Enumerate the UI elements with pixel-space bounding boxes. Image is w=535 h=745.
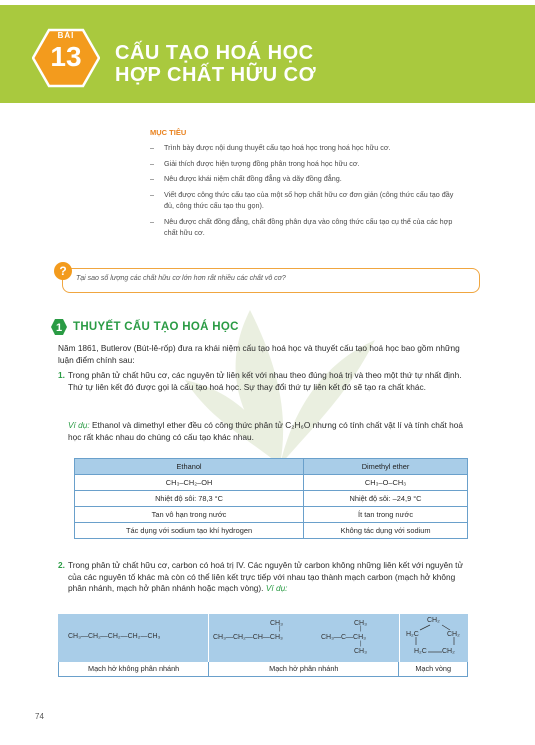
table-cell: CH₃–CH₂–OH: [75, 475, 304, 491]
intro-paragraph: Năm 1861, Butlerov (Bút-lê-rốp) đưa ra khái niệm cấu tạo hoá học và thuyết cấu tạo hoá học bao gồm những luận điểm chính sau:: [58, 343, 460, 365]
title-line-1: CẤU TẠO HOÁ HỌC: [115, 42, 314, 64]
branch1-top: CH₃: [270, 620, 283, 627]
branch1-formula: CH₃—CH₂—CH—CH₃: [213, 634, 283, 641]
table-header-row: [75, 459, 468, 475]
table-cell: Không tác dụng với sodium: [304, 523, 468, 539]
objectives-list: [150, 142, 455, 239]
point-1-number: 1.: [58, 370, 65, 380]
lesson-word: BÀI: [57, 31, 75, 40]
ring-bottom-left: H₂C: [414, 648, 427, 655]
objective-item: – Viết được công thức cấu tạo của một số hợp chất hữu cơ đơn giản (công thức cấu tạo đầy đủ, công thức cấu tạo thu gọn).: [150, 189, 455, 212]
branch1-bond: |: [279, 626, 281, 632]
straight-chain-formula: CH₃—CH₂—CH₂—CH₂—CH₃: [68, 633, 161, 640]
objectives-heading: MỤC TIÊU: [150, 128, 187, 137]
branch2-bottom: CH₃: [354, 648, 367, 655]
ring-right: CH₂: [447, 631, 460, 638]
point-1: [58, 370, 468, 393]
table-cell: Nhiệt độ sôi: 78,3 °C: [75, 491, 304, 507]
example-label: Ví dụ:: [68, 420, 90, 430]
objectives-block: [150, 128, 455, 243]
table-header: Ethanol: [75, 459, 304, 475]
table-row: [75, 491, 468, 507]
objective-item: – Giải thích được hiện tượng đồng phân trong hoá học hữu cơ.: [150, 158, 455, 170]
chain-label: Mạch vòng: [415, 664, 452, 673]
lesson-number: 13: [50, 41, 82, 72]
branch2-top: CH₃: [354, 620, 367, 627]
table-cell: Tan vô hạn trong nước: [75, 507, 304, 523]
section-number-icon: [50, 318, 68, 336]
chain-labels-row: [58, 662, 468, 677]
table-cell: Nhiệt độ sôi: –24,9 °C: [304, 491, 468, 507]
branch2-formula: CH₃—C—CH₃: [321, 634, 366, 641]
section-title: THUYẾT CẤU TẠO HOÁ HỌC: [73, 321, 239, 333]
ring-bottom-right: CH₂: [442, 648, 455, 655]
page-number: 74: [35, 712, 44, 721]
chain-types-table: [58, 614, 468, 677]
straight-chain-cell: [58, 614, 209, 662]
comparison-table: [74, 458, 468, 539]
objective-item: – Nêu được chất đồng đẳng, chất đồng phân dựa vào công thức cấu tạo cụ thể của các hợp chất hữu cơ.: [150, 216, 455, 239]
example-label-2: Ví dụ:: [265, 583, 288, 593]
table-cell: Tác dụng với sodium tạo khí hydrogen: [75, 523, 304, 539]
table-cell: Ít tan trong nước: [304, 507, 468, 523]
page-title: [115, 42, 316, 86]
branched-chain-cell: [209, 614, 400, 662]
point-2-number: 2.: [58, 560, 65, 570]
table-row: [75, 507, 468, 523]
ring-top: CH₂: [427, 617, 440, 624]
question-icon: ?: [54, 262, 72, 280]
table-header: Dimethyl ether: [304, 459, 468, 475]
ring-cell: [400, 614, 468, 662]
question-text: Tại sao số lượng các chất hữu cơ lớn hơn rất nhiều các chất vô cơ?: [76, 275, 286, 282]
point-1-text: Trong phân tử chất hữu cơ, các nguyên tử liên kết với nhau theo đúng hoá trị và theo một thứ tự nhất định. Thứ tự liên kết đó được gọi là cấu tạo hoá học. Sự thay đổi thứ tự liên kết đó sẽ tạo ra chất khác.: [68, 370, 462, 392]
branch2-bond-bottom: |: [360, 641, 362, 647]
lesson-banner: [0, 5, 535, 103]
table-row: [75, 475, 468, 491]
chain-formulas-row: [58, 614, 468, 662]
point-2: [58, 560, 468, 595]
chain-label: Mạch hở phân nhánh: [209, 662, 399, 676]
title-line-2: HỢP CHẤT HỮU CƠ: [115, 64, 317, 86]
chain-label: Mạch hở không phân nhánh: [59, 662, 209, 676]
table-cell: CH₃–O–CH₃: [304, 475, 468, 491]
section-number: 1: [55, 322, 63, 334]
objective-item: – Nêu được khái niệm chất đồng đẳng và dãy đồng đẳng.: [150, 173, 455, 185]
example-1-text: Ethanol và dimethyl ether đều có công thức phân tử C₂H₆O nhưng có tính chất vật lí và tính chất hoá học rất khác nhau do chúng có cấu tạo khác nhau.: [68, 420, 463, 442]
branch2-bond-top: |: [360, 626, 362, 632]
example-1: [68, 420, 468, 443]
table-row: [75, 523, 468, 539]
objective-item: – Trình bày được nội dung thuyết cấu tạo hoá học trong hoá học hữu cơ.: [150, 142, 455, 154]
point-2-text: Trong phân tử chất hữu cơ, carbon có hoá trị IV. Các nguyên tử carbon không những liên kết với nguyên tử của các nguyên tố khác mà còn có thể liên kết trực tiếp với nhau tạo thành mạch carbon (mạch hở không phân nhánh, mạch hở phân nhánh hoặc mạch vòng).: [68, 560, 464, 593]
ring-left: H₂C: [406, 631, 419, 638]
